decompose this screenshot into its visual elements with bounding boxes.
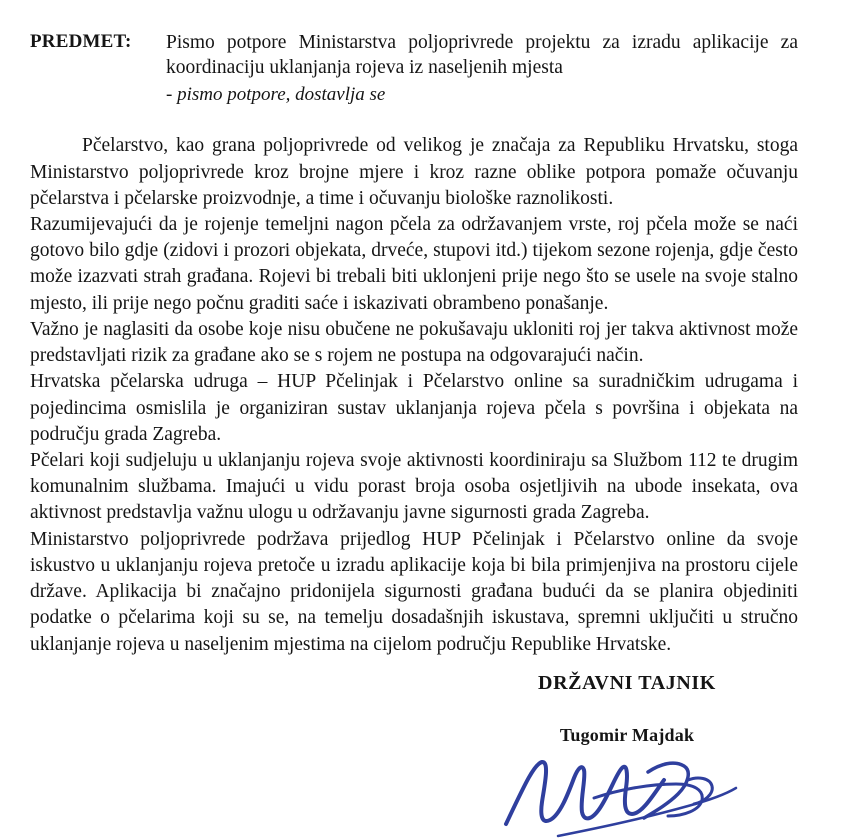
subject-subtext: - pismo potpore, dostavlja se xyxy=(166,83,386,105)
subject-text-container xyxy=(160,30,798,107)
signature-block xyxy=(462,672,792,746)
body-paragraph-6: Ministarstvo poljoprivrede podržava prijedlog HUP Pčelinjak i Pčelarstvo online da svoje iskustvo u uklanjanju rojeva pretoče u izradu aplikacije koja bi bila primjenjiva na prostoru cijele države. Aplikacija bi značajno pridonijela sigurnosti građana budući da se planira objediniti podatke o pčelarima koji su se, na temelju dosadašnjih iskustava, spremni uključiti u stručno uklanjanje rojeva u naseljenim mjestima na cijelom području Republike Hrvatske. xyxy=(30,528,798,655)
signature-name: Tugomir Majdak xyxy=(559,725,695,745)
subject-block xyxy=(30,30,798,107)
body-paragraph-5: Pčelari koji sudjeluju u uklanjanju rojeva svoje aktivnosti koordiniraju sa Službom 112 te drugim komunalnim službama. Imajući u vidu porast broja osoba osjetljivih na ubode insekata, ova aktivnost predstavlja važnu ulogu u održavanju javne sigurnosti grada Zagreba. xyxy=(30,450,798,524)
body-copy xyxy=(30,133,798,657)
body-paragraph-4: Hrvatska pčelarska udruga – HUP Pčelinjak i Pčelarstvo online sa suradničkim udrugama i pojedincima osmislila je organiziran sustav uklanjanja rojeva pčela s površina i objekata na području grada Zagreba. xyxy=(30,371,798,445)
body-paragraph-2: Razumijevajući da je rojenje temeljni nagon pčela za održavanjem vrste, roj pčela može se naći gotovo bilo gdje (zidovi i prozori objekata, drveće, stupovi itd.) tijekom sezone rojenja, gdje često može izazvati strah građana. Rojevi bi trebali biti uklonjeni prije nego što se usele na svoje stalno mjesto, ili prije nego počnu graditi saće i iskazivati obrambeno ponašanje. xyxy=(30,214,798,314)
signature-title: DRŽAVNI TAJNIK xyxy=(538,672,716,694)
subject-label: PREDMET: xyxy=(30,31,132,52)
body-paragraph-3: Važno je naglasiti da osobe koje nisu obučene ne pokušavaju ukloniti roj jer takva aktivnost može predstavljati rizik za građane ako se s rojem ne postupa na odgovarajući način. xyxy=(30,318,798,367)
handwritten-signature-icon xyxy=(498,750,748,840)
body-paragraph-1: Pčelarstvo, kao grana poljoprivrede od velikog je značaja za Republiku Hrvatsku, stoga Ministarstvo poljoprivrede kroz brojne mjere i kroz razne oblike potpora pomaže očuvanju pčelarstva i pčelarske proizvodnje, a time i očuvanju biološke raznolikosti. xyxy=(30,135,798,209)
subject-text: Pismo potpore Ministarstva poljoprivrede projektu za izradu aplikacije za koordinaciju uklanjanja rojeva iz naseljenih mjesta xyxy=(166,32,798,79)
